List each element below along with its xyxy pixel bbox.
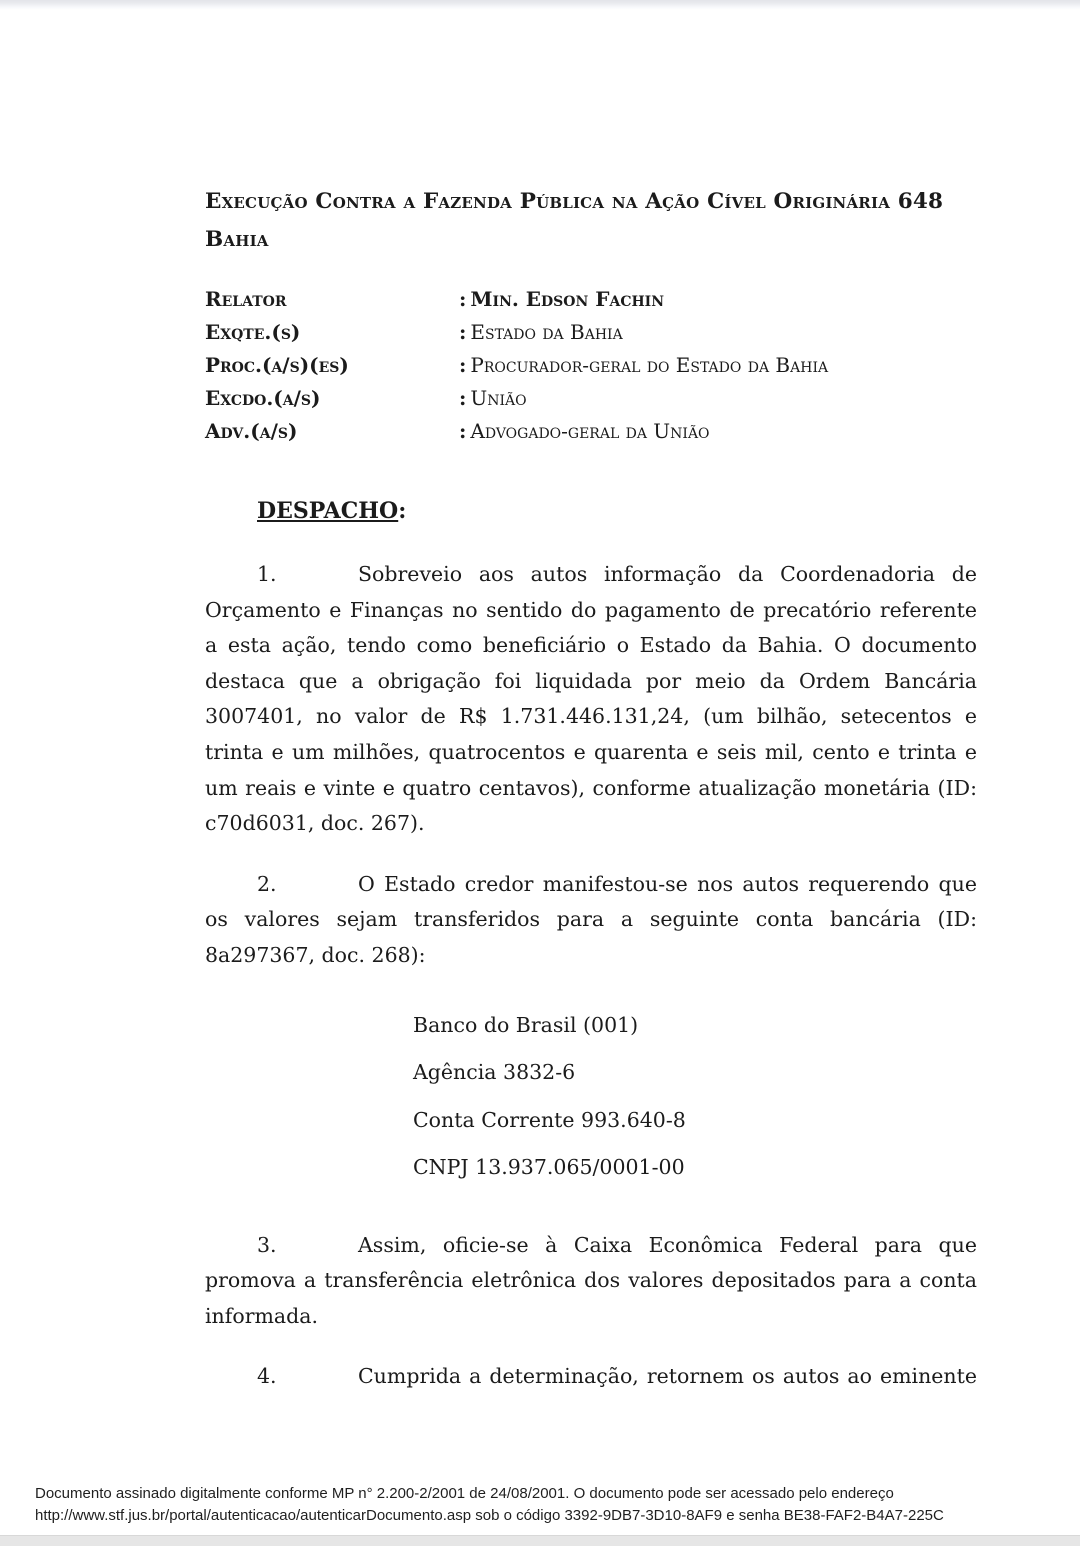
paragraph-text: Assim, oficie-se à Caixa Econômica Federal para que promova a transferência eletrônica dos valores depositados para a conta informada. xyxy=(205,1232,977,1328)
party-label: Excdo.(a/s) xyxy=(205,386,321,410)
footer-line-2: http://www.stf.jus.br/portal/autenticacao/autenticarDocumento.asp sob o código 3392-9DB7-3D10-8AF9 e senha BE38-FAF2-B4A7-225C xyxy=(35,1506,944,1524)
parties-block xyxy=(205,283,977,448)
document-content xyxy=(205,183,977,1395)
party-row-excdo xyxy=(205,382,977,415)
party-row-relator xyxy=(205,283,977,316)
page-top-edge xyxy=(0,0,1080,10)
party-label: Proc.(a/s)(es) xyxy=(205,353,349,377)
footer-line-1: Documento assinado digitalmente conforme MP n° 2.200-2/2001 de 24/08/2001. O documento pode ser acessado pelo endereço xyxy=(35,1485,894,1502)
party-colon: : xyxy=(459,320,467,344)
bank-details-block xyxy=(413,1002,977,1192)
case-title: Execução Contra a Fazenda Pública na Ação Cível Originária 648 Bahia xyxy=(205,189,944,252)
despacho-heading xyxy=(257,498,977,524)
party-row-adv xyxy=(205,415,977,448)
paragraph-text: Sobreveio aos autos informação da Coordenadoria de Orçamento e Finanças no sentido do pagamento de precatório referente a esta ação, tendo como beneficiário o Estado da Bahia. O documento destaca que a obrigação foi liquidada por meio da Ordem Bancária 3007401, no valor de R$ 1.731.446.131,24, (um bilhão, setecentos e trinta e um milhões, quatrocentos e quarenta e seis mil, cento e trinta e um reais e vinte e quatro centavos), conforme atualização monetária (ID: c70d6031, doc. 267). xyxy=(205,562,977,836)
party-value: União xyxy=(470,386,527,410)
paragraph-1 xyxy=(205,557,977,842)
despacho-body xyxy=(205,557,977,1395)
despacho-heading-text: DESPACHO xyxy=(257,498,399,524)
party-value: Procurador-geral do Estado da Bahia xyxy=(470,353,829,377)
party-label: Relator xyxy=(205,287,287,311)
bank-agency: Agência 3832-6 xyxy=(413,1060,576,1085)
paragraph-number: 3. xyxy=(257,1232,277,1257)
bank-name: Banco do Brasil (001) xyxy=(413,1012,639,1037)
bank-cnpj: CNPJ 13.937.065/0001-00 xyxy=(413,1155,685,1180)
paragraph-text: O Estado credor manifestou-se nos autos requerendo que os valores sejam transferidos para a seguinte conta bancária (ID: 8a297367, doc. 268): xyxy=(205,871,977,967)
party-colon: : xyxy=(459,419,467,443)
party-label: Adv.(a/s) xyxy=(205,419,298,443)
party-value: Advogado-geral da União xyxy=(470,419,710,443)
paragraph-text: Cumprida a determinação, retornem os autos ao eminente xyxy=(358,1364,977,1389)
paragraph-number: 4. xyxy=(257,1364,277,1389)
paragraph-3 xyxy=(205,1228,977,1335)
paragraph-2 xyxy=(205,867,977,974)
party-colon: : xyxy=(459,287,467,311)
party-colon: : xyxy=(459,353,467,377)
paragraph-4 xyxy=(205,1359,977,1395)
bank-account: Conta Corrente 993.640-8 xyxy=(413,1107,686,1132)
party-value: Estado da Bahia xyxy=(470,320,623,344)
party-label: Exqte.(s) xyxy=(205,320,301,344)
party-colon: : xyxy=(459,386,467,410)
party-row-exqte xyxy=(205,316,977,349)
digital-signature-footer xyxy=(35,1483,944,1526)
page-bottom-edge xyxy=(0,1535,1080,1546)
paragraph-number: 1. xyxy=(257,562,277,586)
paragraph-number: 2. xyxy=(257,871,277,896)
party-value: Min. Edson Fachin xyxy=(470,287,665,311)
despacho-heading-colon: : xyxy=(398,498,407,524)
party-row-proc xyxy=(205,349,977,382)
